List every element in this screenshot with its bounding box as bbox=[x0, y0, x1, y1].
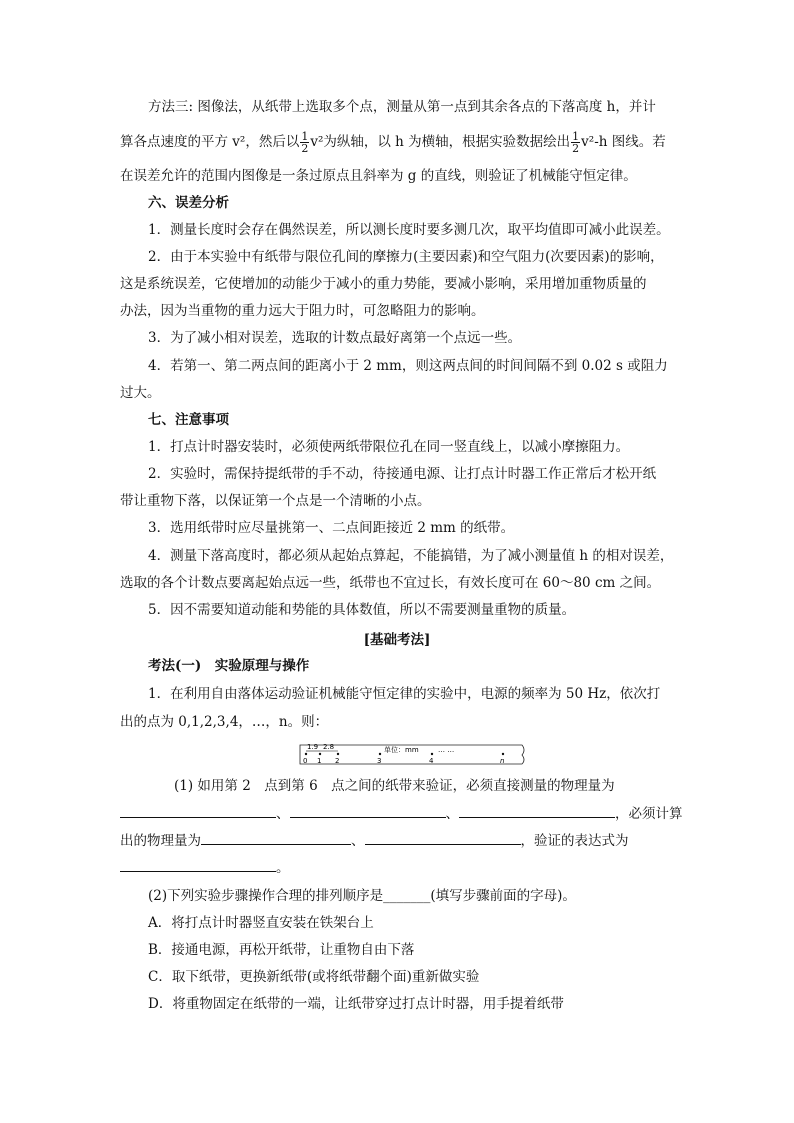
tape-point-2 bbox=[337, 753, 339, 755]
method3-line2a: 算各点速度的平方 v²，然后以 bbox=[120, 134, 300, 150]
q1-part1-line3-text: 出的物理量为 bbox=[120, 833, 201, 849]
tape-label-2: 2 bbox=[335, 757, 340, 765]
answer-blank-2[interactable] bbox=[290, 803, 446, 818]
question1-line2: 出的点为 0,1,2,3,4，…，n。则： bbox=[120, 714, 329, 730]
section7-p2-l1: 2．实验时，需保持提纸带的手不动，待接通电源、让打点计时器工作正常后才松开纸 bbox=[148, 466, 657, 482]
tape-label-1: 1 bbox=[317, 757, 322, 765]
step-b: B．接通电源，再松开纸带，让重物自由下落 bbox=[148, 942, 415, 958]
separator-3: 、 bbox=[351, 833, 365, 849]
method3-line2 bbox=[120, 131, 666, 154]
section6-p4-l1: 4．若第一、第二两点间的距离小于 2 mm，则这两点间的时间间隔不到 0.02 s 或阻力 bbox=[148, 358, 668, 374]
method3-line2b: v²为纵轴，以 h 为横轴，根据实验数据绘出 bbox=[310, 134, 571, 150]
tape-distance-2: 2.8 bbox=[323, 743, 335, 751]
basics-title: [基础考法] bbox=[363, 632, 431, 648]
tape-label-3: 3 bbox=[377, 757, 382, 765]
paper-tape-svg bbox=[298, 742, 528, 772]
section6-p3: 3．为了减小相对误差，选取的计数点最好离第一个点远一些。 bbox=[148, 330, 522, 346]
q1-part1-end: ，必须计算 bbox=[615, 806, 683, 822]
tape-label-0: 0 bbox=[303, 757, 308, 765]
section6-p2-l2: 这是系统误差，它使增加的动能少于减小的重力势能，要减小影响，采用增加重物质量的 bbox=[120, 276, 647, 292]
answer-blank-3[interactable] bbox=[459, 803, 615, 818]
step-c: C．取下纸带，更换新纸带(或将纸带翻个面)重新做实验 bbox=[148, 969, 480, 985]
method3-line1: 方法三: 图像法，从纸带上选取多个点，测量从第一点到其余各点的下落高度 h，并计 bbox=[148, 99, 656, 115]
section6-p2-l1: 2．由于本实验中有纸带与限位孔间的摩擦力(主要因素)和空气阻力(次要因素)的影响， bbox=[148, 249, 664, 265]
tape-point-3 bbox=[379, 753, 381, 755]
method3-line3: 在误差允许的范围内图像是一条过原点且斜率为 g 的直线，则验证了机械能守恒定律。 bbox=[120, 168, 637, 184]
q1-part1-line2 bbox=[120, 803, 683, 824]
section7-p4-l1: 4．测量下落高度时，都必须从起始点算起，不能搞错，为了减小测量值 h 的相对误差， bbox=[148, 548, 674, 564]
tape-distance-1: 1.9 bbox=[307, 743, 319, 751]
section7-p1: 1．打点计时器安装时，必须使两纸带限位孔在同一竖直线上，以减小摩擦阻力。 bbox=[148, 439, 630, 455]
section6-p4-l2: 过大。 bbox=[120, 385, 161, 401]
q1-part2: (2)下列实验步骤操作合理的排列顺序是_______(填写步骤前面的字母)。 bbox=[148, 888, 576, 904]
q1-part1-line4 bbox=[120, 857, 290, 878]
question1-line1: 1．在利用自由落体运动验证机械能守恒定律的实验中，电源的频率为 50 Hz，依次打 bbox=[148, 686, 661, 702]
answer-blank-1[interactable] bbox=[120, 803, 276, 818]
q1-part1-line1: (1) 如用第 2 点到第 6 点之间的纸带来验证，必须直接测量的物理量为 bbox=[174, 778, 615, 794]
section7-heading: 七、注意事项 bbox=[148, 412, 229, 428]
section7-p2-l2: 带让重物下落，以保证第一个点是一个清晰的小点。 bbox=[120, 493, 431, 509]
step-d: D．将重物固定在纸带的一端，让纸带穿过打点计时器，用手提着纸带 bbox=[148, 996, 564, 1012]
tape-point-4 bbox=[431, 753, 433, 755]
tape-unit-label: 单位：mm bbox=[384, 746, 419, 754]
paper-tape-figure bbox=[298, 742, 528, 772]
step-a: A．将打点计时器竖直安装在铁架台上 bbox=[148, 915, 374, 931]
tape-point-0 bbox=[305, 753, 307, 755]
tape-ellipsis: … … bbox=[438, 746, 455, 754]
section6-p2-l3: 办法，因为当重物的重力远大于阻力时，可忽略阻力的影响。 bbox=[120, 303, 485, 319]
method3-line2c: v²-h 图线。若 bbox=[581, 134, 666, 150]
separator-1: 、 bbox=[276, 806, 290, 822]
q1-part1-line3 bbox=[120, 830, 629, 851]
section6-p1: 1．测量长度时会存在偶然误差，所以测长度时要多测几次，取平均值即可减小此误差。 bbox=[148, 222, 670, 238]
fraction-half: $\frac{1}{2}$ bbox=[301, 130, 309, 155]
tape-label-4: 4 bbox=[429, 757, 434, 765]
tape-point-n bbox=[502, 753, 504, 755]
q1-part1-line3-end: ，验证的表达式为 bbox=[520, 833, 629, 849]
answer-blank-5[interactable] bbox=[365, 830, 521, 845]
answer-blank-6[interactable] bbox=[120, 857, 276, 872]
fraction-half-2: $\frac{1}{2}$ bbox=[572, 130, 580, 155]
tape-point-1 bbox=[319, 753, 321, 755]
section6-heading: 六、误差分析 bbox=[148, 195, 229, 211]
section7-p5: 5．因不需要知道动能和势能的具体数值，所以不需要测量重物的质量。 bbox=[148, 602, 576, 618]
basics-subtitle: 考法(一) 实验原理与操作 bbox=[148, 658, 310, 674]
tape-label-n: n bbox=[500, 757, 505, 765]
section7-p3: 3．选用纸带时应尽量挑第一、二点间距接近 2 mm 的纸带。 bbox=[148, 520, 515, 536]
separator-2: 、 bbox=[445, 806, 459, 822]
section7-p4-l2: 选取的各个计数点要离起始点远一些，纸带也不宜过长，有效长度可在 60～80 cm 之间。 bbox=[120, 575, 661, 591]
q1-part1-end-mark: 。 bbox=[276, 860, 290, 876]
answer-blank-4[interactable] bbox=[201, 830, 351, 845]
